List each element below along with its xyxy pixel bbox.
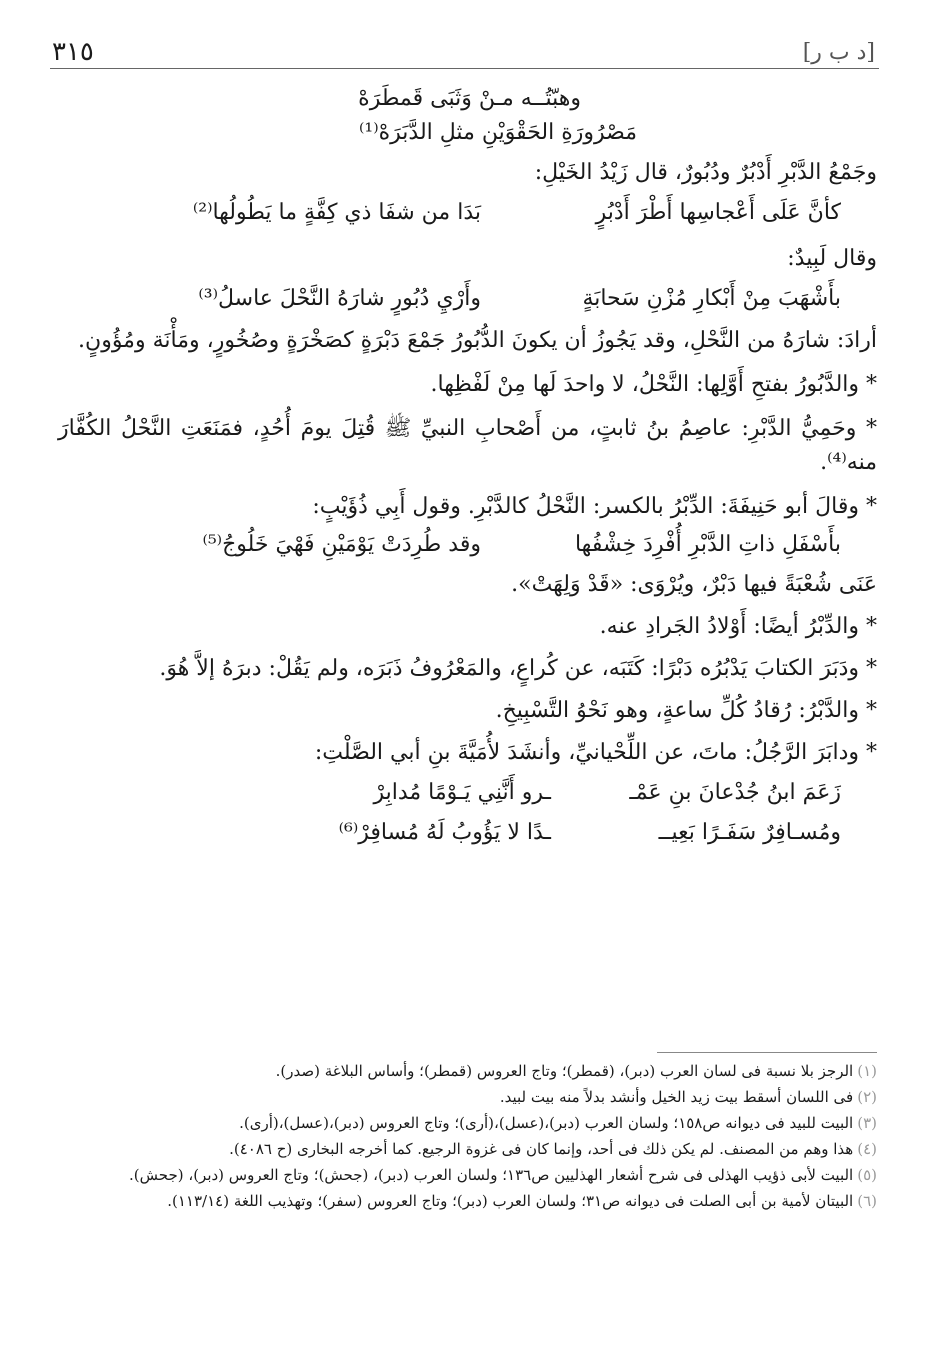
footnotes <box>58 1058 877 1214</box>
footnote-text: البيتان لأمية بن أبى الصلت فى ديوانه ص٣١؛ ولسان العرب (دبر)؛ وتاج العروس (سفر)؛ وتهذيب اللغة (١١٣/١٤). <box>167 1192 854 1210</box>
page-header <box>52 32 875 72</box>
hemistich: وقد طُرِدَتْ يَوْمَيْنِ فَهْيَ خَلُوجُ⁽⁵⁾ <box>202 532 481 557</box>
footnote <box>58 1162 877 1188</box>
footnote <box>58 1188 877 1214</box>
footnote-text: هذا وهم من المصنف. لم يكن ذلك فى أحد، وإنما كان فى غزوة الرجيع. كما أخرجه البخارى (ح ٤٠٨٦). <box>229 1140 854 1158</box>
hemistich: بأَشْهَبَ مِنْ أَبْكارِ مُزْنِ سَحابَةٍ <box>582 286 841 311</box>
hemistich: زَعَمَ ابنُ جُدْعانَ بنِ عَمْـ <box>629 780 841 805</box>
hemistich: ومُسـافِرٌ سَفَـرًا بَعِيــ <box>658 820 841 845</box>
verse-line <box>58 816 877 850</box>
hemistich: كأنَّ عَلَى أَعْجاسِها أَطْرَ أَدْبُرٍ <box>595 200 841 225</box>
hemistich: بأَسْفَلِ ذاتِ الدَّبْرِ أُفْرِدَ خِشْفُها <box>574 532 841 557</box>
footnote-text: الرجز بلا نسبة فى لسان العرب (دبر)، (قمطر)؛ وتاج العروس (قمطر)؛ وأساس البلاغة (صدر). <box>275 1062 854 1080</box>
footnote-text: البيت لأبى ذؤيب الهذلى فى شرح أشعار الهذليين ص١٣٦؛ ولسان العرب (دبر)، (جحش)؛ وتاج العروس (دبر)، (جحش). <box>129 1166 854 1184</box>
paragraph: أرادَ: شارَهُ من النَّحْلِ، وقد يَجُوزُ أن يكونَ الدُّبُورُ جَمْعَ دَبْرَةٍ كصَخْرَةٍ وصُخُورٍ، ومَأْنَة ومُؤُونٍ. <box>78 328 877 353</box>
footnote <box>58 1136 877 1162</box>
paragraph: * والدِّبْرُ أيضًا: أَوْلادُ الجَرادِ عنه. <box>599 614 877 639</box>
verse-line <box>58 776 877 810</box>
hemistich: ـدًا لا يَؤُوبُ لَهُ مُسافِرْ⁽⁶⁾ <box>338 820 551 845</box>
footnote-rule <box>657 1052 877 1053</box>
footnote-text: البيت للبيد فى ديوانه ص١٥٨؛ ولسان العرب (دبر)،(عسل)،(أرى)؛ وتاج العروس (دبر)،(عسل)،(أرى). <box>239 1114 854 1132</box>
footnote-number: (٥) <box>857 1166 877 1184</box>
footnote <box>58 1084 877 1110</box>
verse-line <box>58 528 877 562</box>
verse-block-1 <box>58 82 877 150</box>
verse-line: مَصْرُورَةِ الحَقْوَيْنِ مثلِ الدَّبَرَهْ⁽¹⁾ <box>358 120 637 145</box>
footnote-number: (٦) <box>857 1192 877 1210</box>
verse-line <box>58 196 877 230</box>
paragraph: وقال لَبِيدٌ: <box>787 246 877 271</box>
verse-line: وهبّتُــه مـنْ وَثَبَى قَمطَرَهْ <box>358 86 581 111</box>
hemistich: وأَرْيِ دُبُورٍ شارَهُ النَّحْلَ عاسلُ⁽³⁾ <box>198 286 481 311</box>
hemistich: ـرو أَنَّنِي يَـوْمًا مُدابِرْ <box>373 780 551 805</box>
verse-line <box>58 282 877 316</box>
footnote-number: (٤) <box>857 1140 877 1158</box>
hemistich: بَدَا من شفَا ذي كِفَّةٍ ما يَطُولُها⁽²⁾ <box>192 200 481 225</box>
paragraph: عَنَى شُعْبَةً فيها دَبْرٌ، ويُرْوَى: «قَدْ وَلِهَتْ». <box>511 572 877 597</box>
footnote <box>58 1110 877 1136</box>
footnote-number: (٢) <box>857 1088 877 1106</box>
paragraph: * والدَّبْرُ: رُقادُ كُلِّ ساعةٍ، وهو نَحْوُ التَّسْبِيخِ. <box>495 698 877 723</box>
footnote-text: فى اللسان أسقط بيت زيد الخيل وأنشد بدلاً منه بيت لبيد. <box>499 1088 854 1106</box>
paragraph: وجَمْعُ الدَّبْرِ أَدْبُرٌ ودُبُورٌ، قال زَيْدُ الخَيْلِ: <box>534 160 877 185</box>
running-head: [د ب ر] <box>802 39 875 65</box>
paragraph: * وحَمِيُّ الدَّبْرِ: عاصِمُ بنُ ثابتٍ، من أَصْحابِ النبيِّ ﷺ قُتِلَ يومَ أُحُدٍ، فمَنَعَتِ النَّحْلُ الكُفَّارَ منه⁽⁴⁾. <box>58 416 877 475</box>
footnote <box>58 1058 877 1084</box>
footnote-number: (١) <box>857 1062 877 1080</box>
footnote-number: (٣) <box>857 1114 877 1132</box>
main-text <box>58 82 877 850</box>
paragraph: * ودَبَرَ الكتابَ يَدْبُرُه دَبْرًا: كَتَبَه، عن كُراعٍ، والمَعْرُوفُ ذَبَرَه، ولم يَقُلْ: دبرَهُ إلاَّ هُوَ. <box>159 656 877 681</box>
page-number: ٣١٥ <box>52 37 94 67</box>
paragraph: * والدَّبُورُ بفتحِ أَوَّلِها: النَّحْلُ، لا واحدَ لَها مِنْ لَفْظِها. <box>430 372 877 397</box>
paragraph: * ودابَرَ الرَّجُلُ: ماتَ، عن اللِّحْيانيِّ، وأنشَدَ لأُمَيَّةَ بنِ أبي الصَّلْتِ: <box>314 740 877 765</box>
paragraph: * وقالَ أبو حَنِيفَةَ: الدِّبْرُ بالكسر: النَّحْلُ كالدَّبْرِ. وقول أَبِي ذُؤَيْبٍ: <box>312 494 877 519</box>
header-rule <box>50 68 879 69</box>
